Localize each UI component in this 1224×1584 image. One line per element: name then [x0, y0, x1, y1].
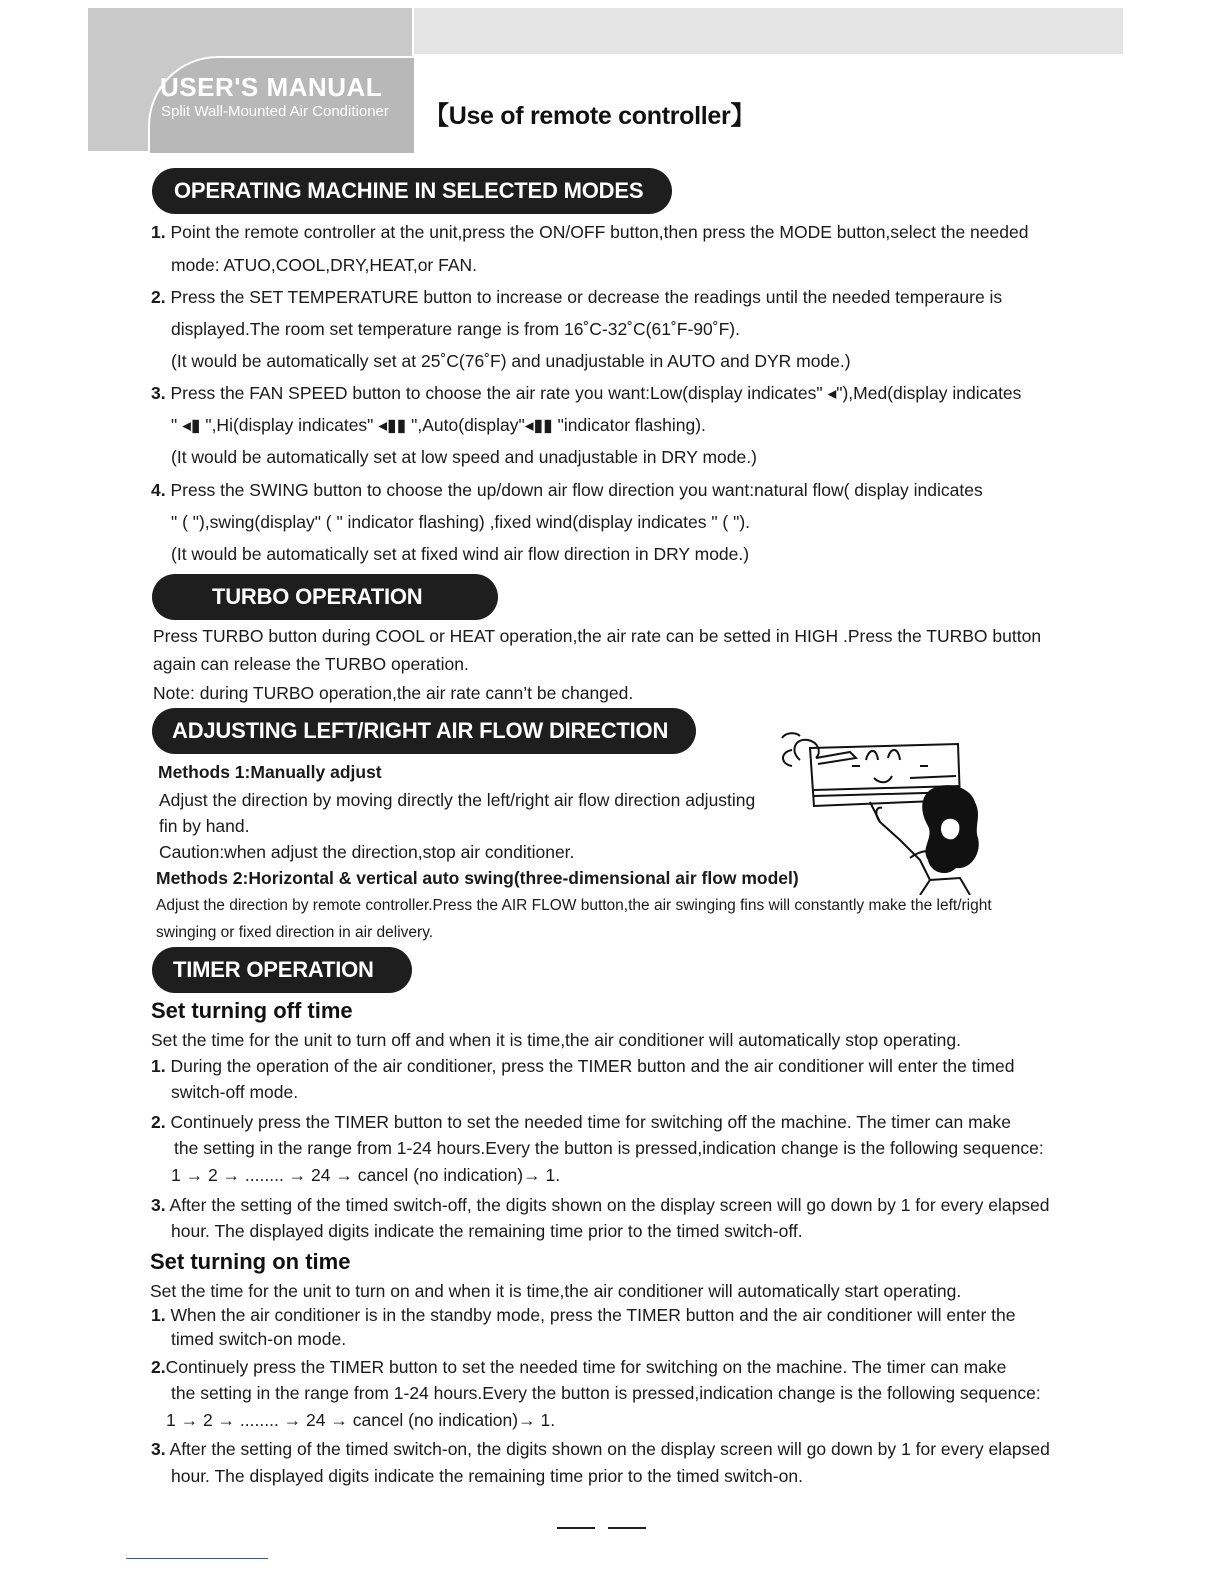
timer-on-item-3-line-1: 3. After the setting of the timed switch-on, the digits shown on the display screen will go down by 1 for every elapsed [151, 1439, 1050, 1459]
section-title-turbo: TURBO OPERATION [152, 574, 498, 620]
timer-on-intro: Set the time for the unit to turn on and when it is time,the air conditioner will automatically start operating. [150, 1281, 962, 1301]
modes-item-3-line-3: (It would be automatically set at low speed and unadjustable in DRY mode.) [171, 447, 757, 467]
modes-item-1-line-2: mode: ATUO,COOL,DRY,HEAT,or FAN. [171, 255, 478, 275]
modes-item-2-line-3: (It would be automatically set at 25˚C(76˚F) and unadjustable in AUTO and DYR mode.) [171, 351, 851, 371]
air-conditioner-illustration [770, 730, 1000, 895]
modes-item-2-line-1: 2. Press the SET TEMPERATURE button to increase or decrease the readings until the needed temperaure is [151, 287, 1003, 307]
page-heading: 【Use of remote controller】 [424, 102, 756, 130]
bottom-rule [126, 1558, 268, 1559]
timer-on-item-2-line-2: the setting in the range from 1-24 hours.Every the button is pressed,indication change is the following sequence: [171, 1383, 1041, 1403]
modes-item-3-line-1: 3. Press the FAN SPEED button to choose the air rate you want:Low(display indicates" ◂"),Med(display indicates [151, 383, 1022, 403]
manual-subtitle: Split Wall-Mounted Air Conditioner [161, 103, 389, 120]
modes-item-2-line-2: displayed.The room set temperature range is from 16˚C-32˚C(61˚F-90˚F). [171, 319, 740, 339]
turbo-line-2: again can release the TURBO operation. [153, 654, 469, 674]
timer-on-heading: Set turning on time [150, 1249, 351, 1274]
turbo-line-1: Press TURBO button during COOL or HEAT operation,the air rate can be setted in HIGH .Press the TURBO button [153, 626, 1042, 646]
timer-on-item-1-line-2: timed switch-on mode. [171, 1329, 347, 1349]
timer-off-heading: Set turning off time [151, 998, 353, 1023]
timer-on-sequence: 1 → 2 → ........ → 24 → cancel (no indication)→ 1. [166, 1410, 556, 1430]
section-title-airflow: ADJUSTING LEFT/RIGHT AIR FLOW DIRECTION [152, 708, 696, 754]
modes-item-4-line-2: " ( "),swing(display" ( " indicator flashing) ,fixed wind(display indicates " ( "). [171, 512, 751, 532]
timer-off-item-1-line-2: switch-off mode. [171, 1082, 299, 1102]
modes-item-1-line-1: 1. Point the remote controller at the unit,press the ON/OFF button,then press the MODE button,select the needed [151, 222, 1029, 242]
modes-item-3-line-2: " ◂▮ ",Hi(display indicates" ◂▮▮ ",Auto(display"◂▮▮ "indicator flashing). [171, 415, 706, 435]
timer-off-item-2-line-2: the setting in the range from 1-24 hours.Every the button is pressed,indication change is the following sequence: [174, 1138, 1044, 1158]
timer-off-intro: Set the time for the unit to turn off and when it is time,the air conditioner will automatically stop operating. [151, 1030, 961, 1050]
manual-title: USER'S MANUAL [160, 72, 383, 102]
timer-off-sequence: 1 → 2 → ........ → 24 → cancel (no indication)→ 1. [171, 1165, 561, 1185]
timer-on-item-1-line-1: 1. When the air conditioner is in the standby mode, press the TIMER button and the air conditioner will enter the [151, 1305, 1016, 1325]
method-1-caution: Caution:when adjust the direction,stop air conditioner. [159, 842, 575, 862]
timer-on-item-2-line-1: 2.Continuely press the TIMER button to set the needed time for switching on the machine. The timer can make [151, 1357, 1007, 1377]
method-1-line-2: fin by hand. [159, 816, 250, 836]
method-2-title: Methods 2:Horizontal & vertical auto swing(three-dimensional air flow model) [156, 868, 799, 888]
method-2-line-1: Adjust the direction by remote controller.Press the AIR FLOW button,the air swinging fins will constantly make the left/right [156, 897, 992, 914]
page-number-dash-left [557, 1527, 595, 1529]
modes-item-4-line-3: (It would be automatically set at fixed wind air flow direction in DRY mode.) [171, 544, 750, 564]
timer-off-item-3-line-1: 3. After the setting of the timed switch-off, the digits shown on the display screen will go down by 1 for every elapsed [151, 1195, 1050, 1215]
timer-off-item-2-line-1: 2. Continuely press the TIMER button to set the needed time for switching off the machine. The timer can make [151, 1112, 1011, 1132]
section-title-timer: TIMER OPERATION [152, 947, 412, 993]
timer-on-item-3-line-2: hour. The displayed digits indicate the remaining time prior to the timed switch-on. [171, 1466, 803, 1486]
timer-off-item-3-line-2: hour. The displayed digits indicate the remaining time prior to the timed switch-off. [171, 1221, 803, 1241]
method-1-line-1: Adjust the direction by moving directly the left/right air flow direction adjusting [159, 790, 756, 810]
turbo-note: Note: during TURBO operation,the air rate cann’t be changed. [153, 683, 634, 703]
header-gray-bar [414, 8, 1123, 54]
timer-off-item-1-line-1: 1. During the operation of the air conditioner, press the TIMER button and the air conditioner will enter the timed [151, 1056, 1015, 1076]
page-number-dash-right [608, 1527, 646, 1529]
section-title-modes: OPERATING MACHINE IN SELECTED MODES [152, 168, 672, 214]
method-1-title: Methods 1:Manually adjust [158, 762, 382, 782]
method-2-line-2: swinging or fixed direction in air delivery. [156, 924, 434, 941]
modes-item-4-line-1: 4. Press the SWING button to choose the up/down air flow direction you want:natural flow( display indicates [151, 480, 983, 500]
